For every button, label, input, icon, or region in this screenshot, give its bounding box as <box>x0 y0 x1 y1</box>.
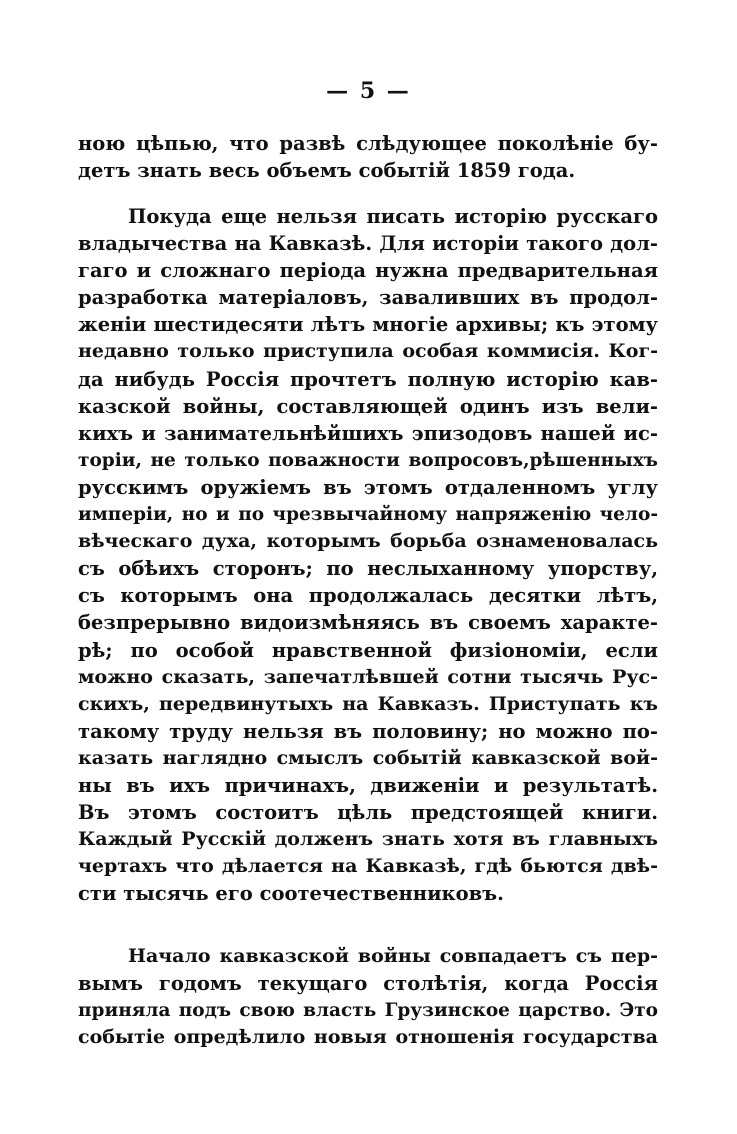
text-line: Каждый Русскій долженъ знать хотя въ главныхъ <box>78 828 658 851</box>
text-line: женіи шестидесяти лѣтъ многіе архивы; къ этому <box>78 313 658 337</box>
text-line: Въ этомъ состоитъ цѣль предстоящей книги. <box>78 801 658 825</box>
text-line: кихъ и занимательнѣйшихъ эпизодовъ нашей ис- <box>78 421 658 445</box>
text-line: ною цѣпью, что развѣ слѣдующее поколѣніе бу- <box>78 132 658 155</box>
text-line: русскимъ оружіемъ въ этомъ отдаленномъ углу <box>78 475 658 499</box>
text-line: детъ знать весь объемъ событій 1859 года. <box>78 159 576 183</box>
text-line: казать наглядно смыслъ событій кавказской вой- <box>78 746 658 769</box>
text-line: приняла подъ свою власть Грузинское царство. Это <box>78 1000 658 1022</box>
text-line: имперіи, но и по чрезвычайному напряженію чело- <box>78 504 658 526</box>
text-line: событіе опредѣлило новыя отношенія государства <box>78 1026 658 1049</box>
text-line: казской войны, составляющей одинъ изъ вели- <box>78 394 658 418</box>
text-line: можно сказать, запечатлѣвшей сотни тысячь Рус- <box>78 665 658 688</box>
paragraph-continuation <box>78 130 658 184</box>
text-line: Начало кавказской войны совпадаетъ съ пер- <box>128 945 658 967</box>
text-line: недавно только приступила особая коммисія. Ког- <box>78 340 658 363</box>
text-line: такому труду нельзя въ половину; но можно по- <box>78 719 658 743</box>
page-number: — 5 — <box>326 78 411 104</box>
text-line: рѣ; по особой нравственной физіономіи, если <box>78 638 658 662</box>
text-line: съ которымъ она продолжалась десятки лѣтъ, <box>78 584 658 608</box>
paragraph-war-beginning <box>78 943 658 1051</box>
text-line: гаго и сложнаго періода нужна предварительная <box>78 259 658 283</box>
text-line: да нибудь Россія прочтетъ полную исторію кав- <box>78 367 658 391</box>
text-line: вѣческаго духа, которымъ борьба ознаменовалась <box>78 530 658 553</box>
text-line: безпрерывно видоизмѣняясь въ своемъ характе- <box>78 611 658 635</box>
text-line: разработка матеріаловъ, заваливших въ продол- <box>78 286 658 310</box>
text-line: Покуда еще нельзя писать исторію русскаго <box>128 205 658 228</box>
text-line: съ обѣихъ сторонъ; по неслыханному упорству, <box>78 557 658 581</box>
text-line: ны въ ихъ причинахъ, движеніи и результатѣ. <box>78 773 658 797</box>
text-line: сти тысячь его соотечественниковъ. <box>78 882 504 906</box>
text-line: чертахъ что дѣлается на Кавказѣ, гдѣ бьются двѣ- <box>78 855 658 878</box>
text-line: скихъ, передвинутыхъ на Кавказъ. Приступать къ <box>78 692 658 715</box>
text-line: торіи, не только поважности вопросовъ,рѣшенныхъ <box>78 449 658 471</box>
text-line: владычества на Кавказѣ. Для исторіи такого дол- <box>78 232 658 256</box>
text-line: вымъ годомъ текущаго столѣтія, когда Россія <box>78 972 658 996</box>
paragraph-history <box>78 203 658 907</box>
